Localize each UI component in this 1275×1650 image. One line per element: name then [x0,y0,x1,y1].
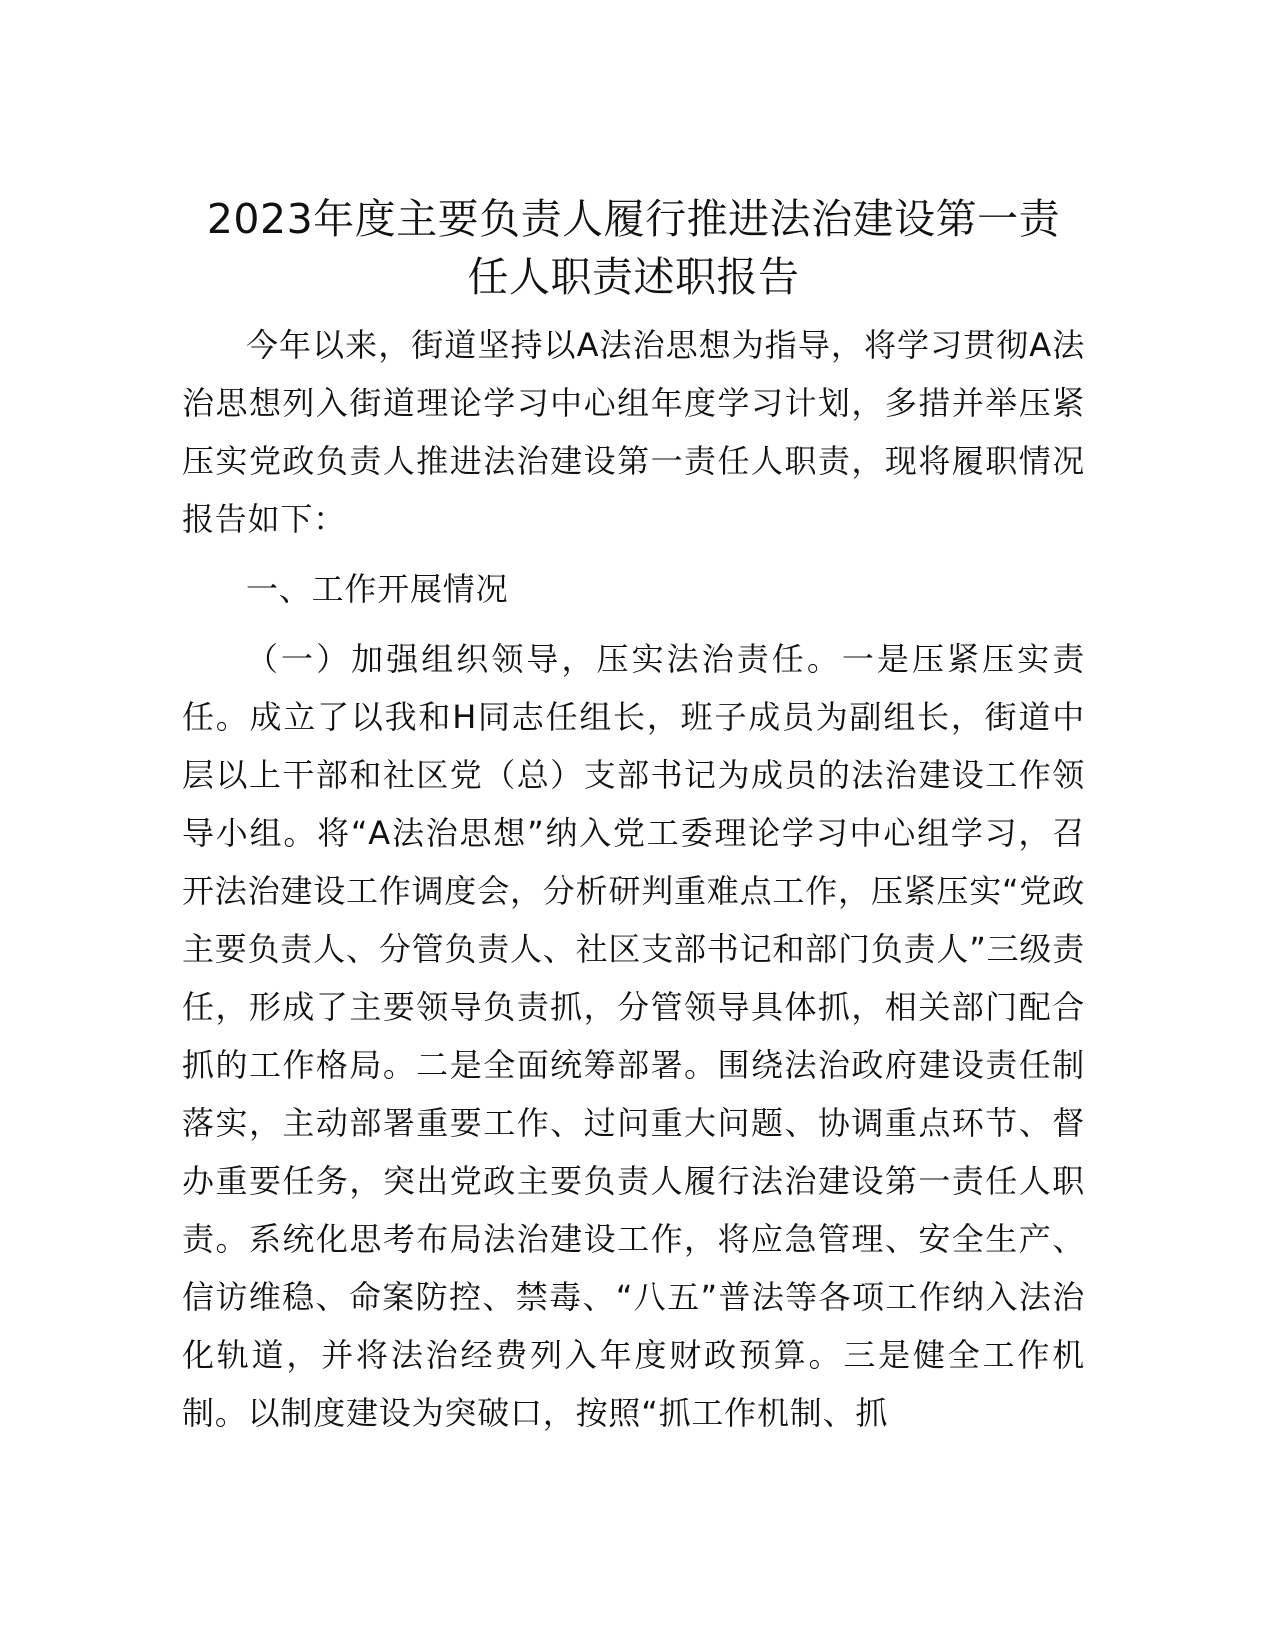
section-heading: 一、工作开展情况 [246,570,509,608]
intro-paragraph: 今年以来，街道坚持以A法治思想为指导，将学习贯彻A法治思想列入街道理论学习中心组年度学习计划，多措并举压紧压实党政负责人推进法治建设第一责任人职责，现将履职情况报告如下： [182,326,1085,538]
section-paragraph: （一）加强组织领导，压实法治责任。一是压紧压实责任。成立了以我和H同志任组长，班子成员为副组长，街道中层以上干部和社区党（总）支部书记为成员的法治建设工作领导小组。将“A法治思想”纳入党工委理论学习中心组学习，召开法治建设工作调度会，分析研判重难点工作，压紧压实“党政主要负责人、分管负责人、社区支部书记和部门负责人”三级责任，形成了主要领导负责抓，分管领导具体抓，相关部门配合抓的工作格局。二是全面统筹部署。围绕法治政府建设责任制落实，主动部署重要工作、过问重大问题、协调重点环节、督办重要任务，突出党政主要负责人履行法治建设第一责任人职责。系统化思考布局法治建设工作，将应急管理、安全生产、信访维稳、命案防控、禁毒、“八五”普法等各项工作纳入法治化轨道，并将法治经费列入年度财政预算。三是健全工作机制。以制度建设为突破口，按照“抓工作机制、抓 [182,640,1085,1432]
document-title [182,190,1085,306]
document-content [182,190,1085,1442]
document-title-line-2: 任人职责述职报告 [467,253,800,301]
document-title-line-1: 2023年度主要负责人履行推进法治建设第一责 [206,195,1061,243]
document-body [182,316,1085,1442]
